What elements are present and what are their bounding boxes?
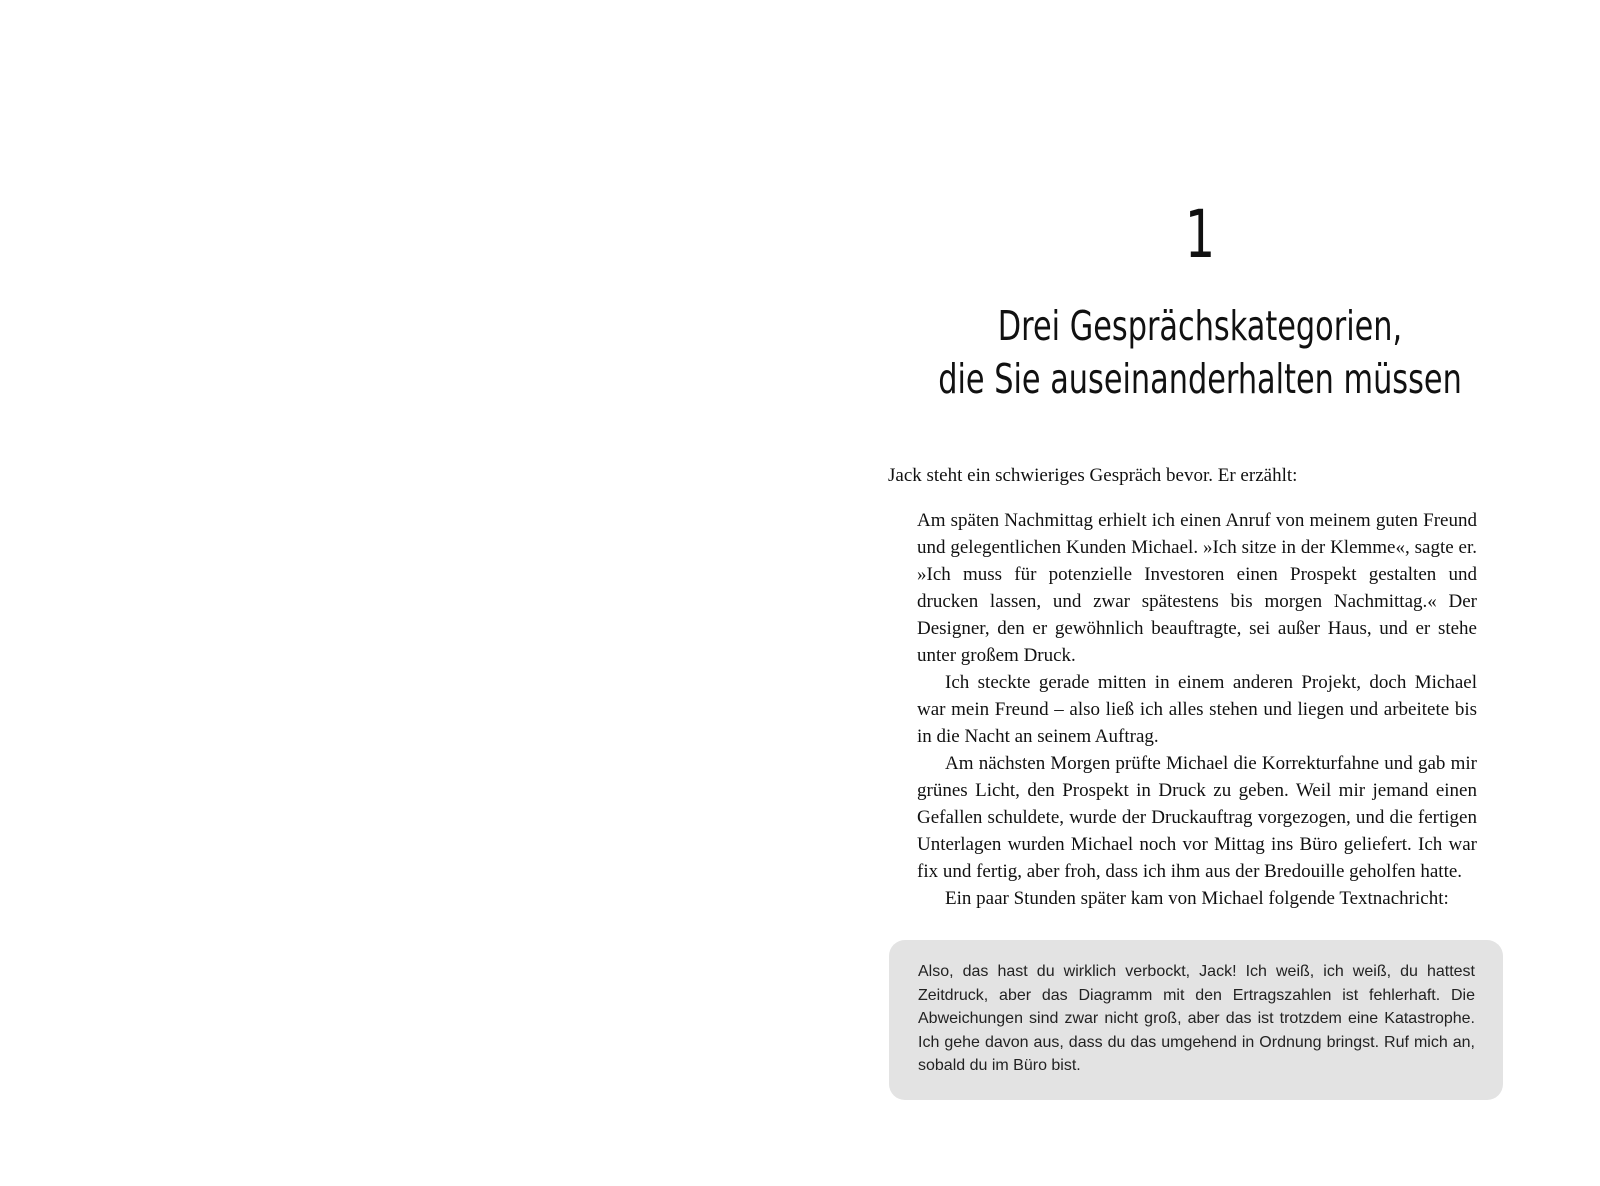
intro-paragraph: Jack steht ein schwieriges Gespräch bevor. Er erzählt: [888,465,1298,486]
text-message-box [889,940,1503,1100]
quote-paragraph: Ich steckte gerade mitten in einem anderen Projekt, doch Michael war mein Freund – also ließ ich alles stehen und liegen und arbeitete bis in die Nacht an seinem Auftrag. [917,672,1477,747]
chapter-title [800,300,1600,406]
quote-paragraph: Am späten Nachmittag erhielt ich einen Anruf von meinem guten Freund und gelegentlichen Kunden Michael. »Ich sitze in der Klemme«, sagte er. »Ich muss für potenzielle Investoren einen Prospekt gestalten und drucken lassen, und zwar spätestens bis morgen Nachmittag.« Der Designer, den er gewöhnlich beauftragte, sei außer Haus, und er stehe unter großem Druck. [917,510,1477,666]
chapter-number: 1 [1184,196,1216,273]
chapter-title-line-1: Drei Gesprächskategorien, [997,302,1403,350]
quote-paragraph: Am nächsten Morgen prüfte Michael die Korrekturfahne und gab mir grünes Licht, den Prospekt in Druck zu geben. Weil mir jemand einen Gefallen schuldete, wurde der Druckauftrag vorgezogen, und die fertigen Unterlagen wurden Michael noch vor Mittag ins Büro geliefert. Ich war fix und fertig, aber froh, dass ich ihm aus der Bredouille geholfen hatte. [917,753,1477,882]
text-message: Also, das hast du wirklich verbockt, Jack! Ich weiß, ich weiß, du hattest Zeitdruck, aber das Diagramm mit den Ertragszahlen ist fehlerhaft. Die Abweichungen sind zwar nicht groß, aber das ist trotzdem eine Katastrophe. Ich gehe davon aus, dass du das umgehend in Ordnung bringst. Ruf mich an, sobald du im Büro bist. [918,963,1475,1074]
quote-paragraph: Ein paar Stunden später kam von Michael folgende Textnachricht: [945,888,1449,909]
block-quote [917,507,1477,912]
right-page [800,0,1600,1186]
chapter-title-line-2: die Sie auseinanderhalten müssen [938,355,1462,403]
